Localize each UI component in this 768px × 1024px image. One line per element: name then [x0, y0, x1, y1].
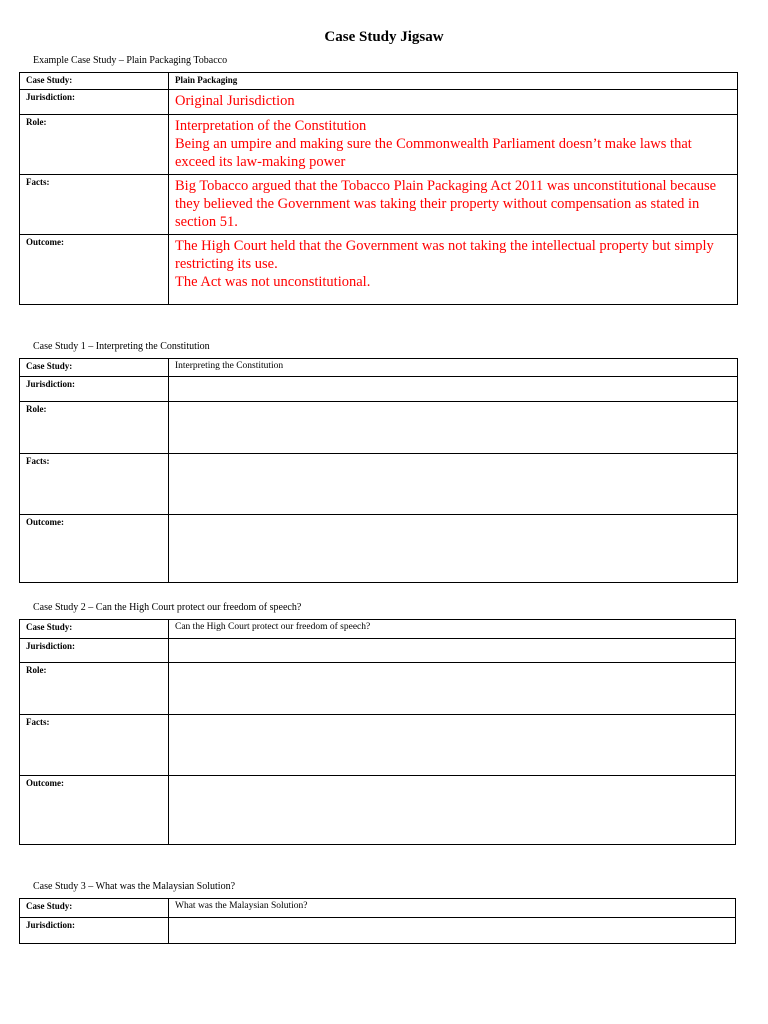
case1-table: [19, 358, 738, 583]
role-input[interactable]: [169, 663, 736, 715]
role-line: Being an umpire and making sure the Commonwealth Parliament doesn’t make laws that exceed its law-making power: [175, 136, 692, 170]
table-row: [20, 175, 738, 235]
table-row: [20, 235, 738, 305]
table-row: [20, 515, 738, 583]
jurisdiction-value: Original Jurisdiction: [169, 90, 738, 115]
example-case-table: [19, 72, 738, 305]
facts-input[interactable]: [169, 715, 736, 776]
table-row: [20, 90, 738, 115]
jurisdiction-label: Jurisdiction:: [20, 918, 169, 944]
case-study-value: Can the High Court protect our freedom of speech?: [169, 620, 736, 639]
case-study-value: What was the Malaysian Solution?: [169, 899, 736, 918]
table-row: [20, 454, 738, 515]
outcome-label: Outcome:: [20, 515, 169, 583]
role-label: Role:: [20, 402, 169, 454]
role-line: Interpretation of the Constitution: [175, 118, 367, 134]
outcome-line: The Act was not unconstitutional.: [175, 274, 371, 290]
case2-heading: Case Study 2 – Can the High Court protect our freedom of speech?: [33, 602, 302, 613]
facts-label: Facts:: [20, 454, 169, 515]
case-study-label: Case Study:: [20, 899, 169, 918]
outcome-label: Outcome:: [20, 235, 169, 305]
table-row: [20, 715, 736, 776]
table-row: [20, 776, 736, 845]
example-heading: Example Case Study – Plain Packaging Tobacco: [33, 55, 228, 66]
case3-table: [19, 898, 736, 944]
case3-heading: Case Study 3 – What was the Malaysian Solution?: [33, 881, 236, 892]
case1-heading: Case Study 1 – Interpreting the Constitution: [33, 341, 210, 352]
table-row: [20, 73, 738, 90]
table-row: [20, 918, 736, 944]
jurisdiction-input[interactable]: [169, 639, 736, 663]
jurisdiction-label: Jurisdiction:: [20, 377, 169, 402]
case-study-value: Interpreting the Constitution: [169, 359, 738, 377]
table-row: [20, 620, 736, 639]
facts-value: Big Tobacco argued that the Tobacco Plain Packaging Act 2011 was unconstitutional because they believed the Government was taking their property without compensation as stated in section 51.: [169, 175, 738, 235]
facts-label: Facts:: [20, 175, 169, 235]
outcome-label: Outcome:: [20, 776, 169, 845]
facts-label: Facts:: [20, 715, 169, 776]
outcome-line: The High Court held that the Government was not taking the intellectual property but simply restricting its use.: [175, 238, 714, 272]
table-row: [20, 663, 736, 715]
role-label: Role:: [20, 115, 169, 175]
outcome-input[interactable]: [169, 515, 738, 583]
jurisdiction-label: Jurisdiction:: [20, 90, 169, 115]
role-input[interactable]: [169, 402, 738, 454]
table-row: [20, 402, 738, 454]
table-row: [20, 639, 736, 663]
table-row: [20, 899, 736, 918]
jurisdiction-label: Jurisdiction:: [20, 639, 169, 663]
jurisdiction-input[interactable]: [169, 377, 738, 402]
case2-table: [19, 619, 736, 845]
case-study-label: Case Study:: [20, 359, 169, 377]
table-row: [20, 115, 738, 175]
role-value: [169, 115, 738, 175]
outcome-input[interactable]: [169, 776, 736, 845]
outcome-value: [169, 235, 738, 305]
jurisdiction-input[interactable]: [169, 918, 736, 944]
page-title: Case Study Jigsaw: [324, 29, 444, 45]
case-study-label: Case Study:: [20, 620, 169, 639]
facts-input[interactable]: [169, 454, 738, 515]
table-row: [20, 359, 738, 377]
table-row: [20, 377, 738, 402]
role-label: Role:: [20, 663, 169, 715]
case-study-label: Case Study:: [20, 73, 169, 90]
case-study-value: Plain Packaging: [169, 73, 738, 90]
